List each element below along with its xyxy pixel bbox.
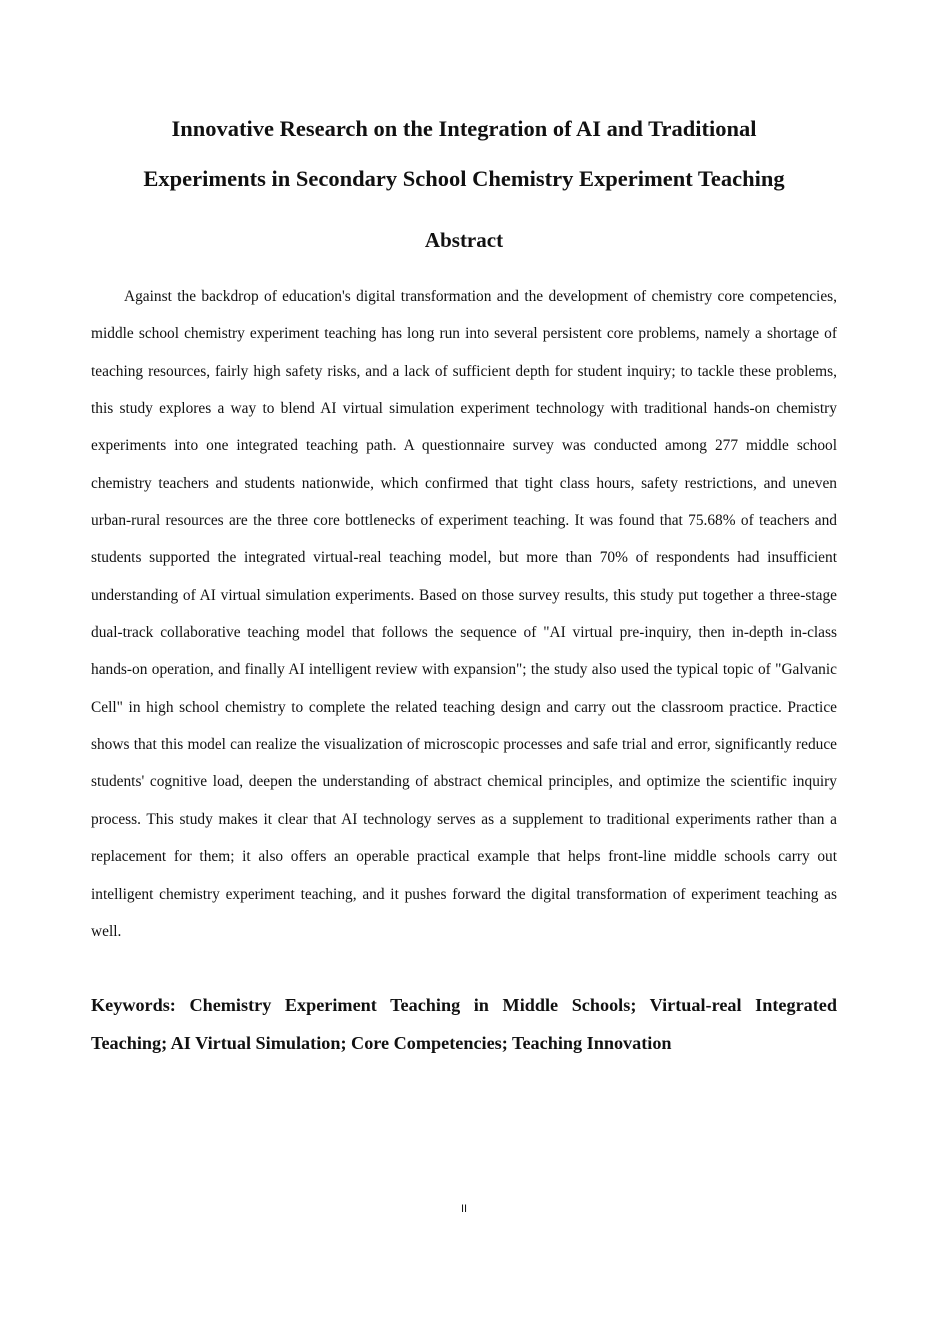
abstract-body: Against the backdrop of education's digital transformation and the development of chemistry core competencies, middle school chemistry experiment teaching has long run into several persistent core problems, namely a shortage of teaching resources, fairly high safety risks, and a lack of sufficient depth for student inquiry; to tackle these problems, this study explores a way to blend AI virtual simulation experiment technology with traditional hands-on chemistry experiments into one integrated teaching path. A questionnaire survey was conducted among 277 middle school chemistry teachers and students nationwide, which confirmed that tight class hours, safety restrictions, and uneven urban-rural resources are the three core bottlenecks of experiment teaching. It was found that 75.68% of teachers and students supported the integrated virtual-real teaching model, but more than 70% of respondents had insufficient understanding of AI virtual simulation experiments. Based on those survey results, this study put together a three-stage dual-track collaborative teaching model that follows the sequence of "AI virtual pre-inquiry, then in-depth in-class hands-on operation, and finally AI intelligent review with expansion"; the study also used the typical topic of "Galvanic Cell" in high school chemistry to complete the related teaching design and carry out the classroom practice. Practice shows that this model can realize the visualization of microscopic processes and safe trial and error, significantly reduce students' cognitive load, deepen the understanding of abstract chemical principles, and optimize the scientific inquiry process. This study makes it clear that AI technology serves as a supplement to traditional experiments rather than a replacement for them; it also offers an operable practical example that helps front-line middle schools carry out intelligent chemistry experiment teaching, and it pushes forward the digital transformation of experiment teaching as well. [91,288,837,940]
paper-title-line-2: Experiments in Secondary School Chemistry Experiment Teaching [143,166,785,191]
paper-title-line-1: Innovative Research on the Integration of AI and Traditional [171,116,757,141]
keywords: Keywords: Chemistry Experiment Teaching in Middle Schools; Virtual-real Integrated Teaching; AI Virtual Simulation; Core Competencies; Teaching Innovation [91,995,837,1053]
paper-title [60,104,868,204]
page-number: II [460,1203,468,1215]
abstract-heading: Abstract [424,228,504,252]
